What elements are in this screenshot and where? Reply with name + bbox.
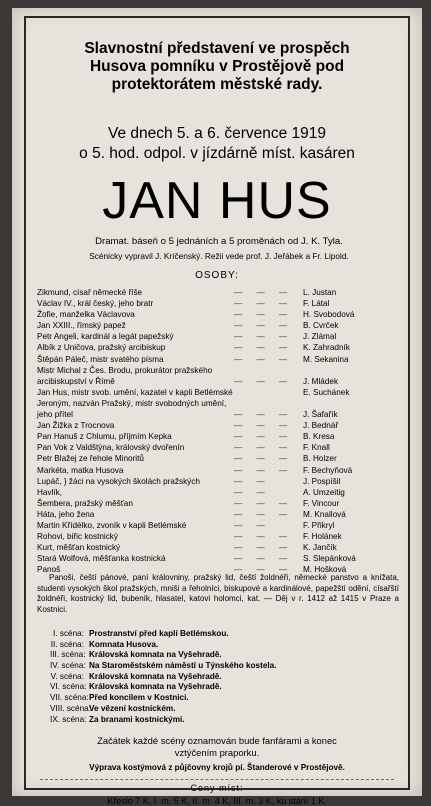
event-title-line: Husova pomníku v Prostějově pod	[89, 58, 345, 75]
cast-role: Jan Žižka z Trocnova	[37, 421, 115, 431]
scene-setting: Před koncilem v Kostnici.	[89, 693, 189, 703]
cast-role: arcibiskupství v Římě	[37, 376, 115, 386]
cast-role: Žofie, manželka Václavova	[37, 310, 135, 320]
scene-number: III. scéna:	[50, 650, 86, 660]
cast-role: Jan XXIII., římský papež	[37, 321, 126, 331]
prices-line: Křeslo 7 K, I. m. 5 K, II. m. 4 K, III. m. 3 K, ku stání 1 K.	[107, 796, 327, 806]
cast-row	[37, 498, 399, 509]
cast-role: Petr Blažej ze řehole Minoritů	[37, 454, 144, 464]
cast-role: Lupáč, } žáci na vysokých školách pražských	[37, 476, 200, 486]
cast-actor: F. Vincour	[303, 498, 340, 508]
cast-dash: — — —	[234, 343, 294, 353]
cast-role: Petr Angeli, kardinál a legát papežský	[37, 332, 174, 342]
fanfare-line: Začátek každé scény oznamován bude fanfárami a konec	[97, 735, 337, 746]
cast-actor: J. Zlámal	[303, 332, 337, 342]
cast-actor: S. Slepánková	[303, 554, 356, 564]
cast-role: Mistr Michal z Čes. Brodu, prokurátor pražského	[37, 365, 213, 375]
cast-row	[37, 376, 399, 387]
cast-row	[37, 387, 399, 398]
event-title-line: Slavnostní představení ve prospěch	[84, 40, 350, 57]
cast-role: Kurt, měšťan kostnický	[37, 543, 121, 553]
cast-actor: F. Přikryl	[303, 520, 335, 530]
cast-dash: — — —	[234, 321, 294, 331]
prices-heading: Ceny míst:	[190, 783, 244, 793]
cast-list	[37, 287, 399, 575]
cast-actor: J. Mládek	[303, 376, 339, 386]
cast-actor: J. Bednář	[303, 421, 339, 431]
scene-row	[50, 672, 390, 683]
cast-dash: — — —	[234, 454, 294, 464]
cast-row	[37, 553, 399, 564]
cast-actor: B. Holzer	[303, 454, 337, 464]
cast-actor: F. Holánek	[303, 532, 342, 542]
scene-number: VI. scéna:	[50, 682, 87, 692]
cast-row	[37, 309, 399, 320]
cast-dash: — — —	[234, 288, 294, 297]
ensemble-note: Panoši, čeští pánové, paní královniny, pražský lid, čeští žoldnéři, německé panstvo a knížata, studenti vysokých škol pražských, mniši a řeholníci, biskupové a kardinálové, papežští odění, císařští žoldnéři, kostnický lid, bubeník, hlasatel, katovi holomci, kat. — Děj v r. 1412 až 1415 v Praze a Kostnici.	[37, 573, 399, 614]
cast-row	[37, 431, 399, 442]
cast-role: Háta, jeho žena	[37, 509, 95, 519]
cast-actor: L. Justan	[303, 288, 337, 297]
cast-dash: — — —	[234, 532, 294, 542]
cast-row	[37, 442, 399, 453]
cast-role: Zikmund, císař německé říše	[37, 288, 143, 297]
cast-row	[37, 520, 399, 531]
cast-row	[37, 365, 399, 376]
cast-role: Albík z Uničova, pražský arcibiskup	[37, 343, 166, 353]
cast-dash: — —	[234, 487, 271, 497]
cast-actor: F. Knall	[303, 443, 330, 453]
scene-setting: Na Staroměstském náměstí u Týnského kostela.	[89, 661, 277, 671]
cast-role: Martin Křídélko, zvoník v kapli Betlémské	[37, 520, 187, 530]
scene-row	[50, 640, 390, 651]
cast-dash: — — —	[234, 443, 294, 453]
cast-role: Pan Vok z Valdštýna, královský dvořenín	[37, 443, 185, 453]
cast-actor: F. Bechyňová	[303, 465, 353, 475]
cast-dash: — — —	[234, 354, 294, 364]
cast-role: Jeroným, nazván Pražský, mistr svobodných umění,	[37, 398, 227, 408]
cast-row	[37, 287, 399, 298]
play-credits: Scénicky vypravil J. Kríčenský. Režii vede prof. J. Jeřábek a Fr. Lipold.	[89, 251, 349, 261]
cast-role: Václav IV., král český, jeho bratr	[37, 299, 154, 309]
scene-number: VIII. scéna:	[50, 703, 91, 713]
scene-number: IV. scéna:	[50, 661, 86, 671]
event-title-line: protektorátem městské rady.	[111, 76, 323, 93]
cast-dash: — — —	[234, 554, 294, 564]
cast-role: Stará Wolfová, měšťanka kostnická	[37, 554, 166, 564]
cast-dash: — — —	[234, 465, 294, 475]
cast-dash: — — —	[234, 565, 294, 575]
cast-actor: H. Svobodová	[303, 310, 355, 320]
cast-dash: — —	[234, 520, 271, 530]
cast-row	[37, 487, 399, 498]
play-subtitle: Dramat. báseň o 5 jednáních a 5 proměnách od J. K. Tyla.	[95, 236, 343, 247]
cast-dash: — — —	[234, 498, 294, 508]
cast-row	[37, 298, 399, 309]
scene-setting: Královská komnata na Vyšehradě.	[89, 682, 222, 692]
cast-actor: K. Zahradník	[303, 343, 350, 353]
cast-row	[37, 420, 399, 431]
cast-row	[37, 509, 399, 520]
play-title: JAN HUS	[102, 172, 332, 230]
scene-setting: Ve vězení kostnickém.	[89, 703, 176, 713]
scene-row	[50, 715, 390, 726]
scene-list	[50, 629, 390, 725]
cast-role: Rohovi, biřic kostnický	[37, 532, 118, 542]
event-date-line: o 5. hod. odpol. v jízdárně míst. kasáren	[79, 145, 355, 162]
cast-role: Panoš	[37, 565, 61, 575]
divider	[40, 779, 394, 780]
cast-row	[37, 342, 399, 353]
cast-actor: J. Šafařík	[303, 410, 338, 420]
cast-dash: — — —	[234, 421, 294, 431]
cast-role: Markéta, matka Husova	[37, 465, 124, 475]
cast-actor: B. Cvrček	[303, 321, 339, 331]
scene-number: VII. scéna:	[50, 693, 89, 703]
scene-row	[50, 704, 390, 715]
cast-actor: J. Pospíšil	[303, 476, 341, 486]
cast-row	[37, 354, 399, 365]
cast-dash: — — —	[234, 509, 294, 519]
cast-role: Jan Hus, mistr svob. umění, kazatel v kapli Betlémské	[37, 387, 233, 397]
scene-row	[50, 661, 390, 672]
cast-dash: — — —	[234, 543, 294, 553]
scene-setting: Za branami kostnickými.	[89, 714, 185, 724]
costumes-note: Výprava kostýmová z půjčovny krojů pí. Štanderové v Prostějově.	[89, 763, 345, 772]
cast-dash: — —	[234, 476, 271, 486]
cast-row	[37, 542, 399, 553]
cast-dash: — — —	[234, 376, 294, 386]
cast-actor: K. Jančík	[303, 543, 337, 553]
cast-row	[37, 331, 399, 342]
scene-row	[50, 682, 390, 693]
scene-number: I. scéna:	[53, 629, 84, 638]
event-date	[40, 124, 394, 164]
scene-number: II. scéna:	[50, 639, 84, 649]
fanfare-note	[40, 735, 394, 759]
cast-row	[37, 453, 399, 464]
cast-role: jeho přítel	[37, 410, 73, 420]
cast-actor: B. Kresa	[303, 432, 335, 442]
event-title	[40, 40, 394, 94]
scene-number: V. scéna:	[50, 671, 84, 681]
cast-actor: F. Látal	[303, 299, 330, 309]
cast-row	[37, 398, 399, 409]
cast-row	[37, 409, 399, 420]
cast-dash: — — —	[234, 332, 294, 342]
scene-setting: Komnata Husova.	[89, 639, 159, 649]
cast-dash: — — —	[234, 410, 294, 420]
cast-actor: M. Sekanina	[303, 354, 349, 364]
fanfare-line: vztýčením praporku.	[174, 747, 260, 758]
scene-setting: Královská komnata na Vyšehradě.	[89, 650, 222, 660]
cast-actor: E. Suchánek	[303, 387, 350, 397]
scene-row	[50, 629, 390, 640]
cast-role: Pan Hanuš z Chlumu, příjmím Kepka	[37, 432, 172, 442]
cast-row	[37, 320, 399, 331]
cast-row	[37, 476, 399, 487]
cast-row	[37, 531, 399, 542]
scene-setting: Královská komnata na Vyšehradě.	[89, 671, 222, 681]
cast-role: Šembera, pražský měšťan	[37, 498, 133, 508]
cast-actor: A. Umzeitig	[303, 487, 345, 497]
cast-actor: M. Hošková	[303, 565, 347, 575]
cast-actor: M. Knallová	[303, 509, 346, 519]
cast-heading: OSOBY:	[195, 270, 239, 281]
cast-role: Havlík,	[37, 487, 63, 497]
cast-dash: — — —	[234, 299, 294, 309]
cast-row	[37, 465, 399, 476]
scene-number: IX. scéna:	[50, 714, 87, 724]
cast-dash: — — —	[234, 432, 294, 442]
event-date-line: Ve dnech 5. a 6. července 1919	[107, 125, 327, 142]
scene-setting: Prostranství před kaplí Betlémskou.	[89, 629, 229, 638]
scene-row	[50, 693, 390, 704]
scene-row	[50, 650, 390, 661]
cast-dash: — — —	[234, 310, 294, 320]
cast-role: Štěpán Páleč, mistr svatého písma	[37, 354, 164, 364]
